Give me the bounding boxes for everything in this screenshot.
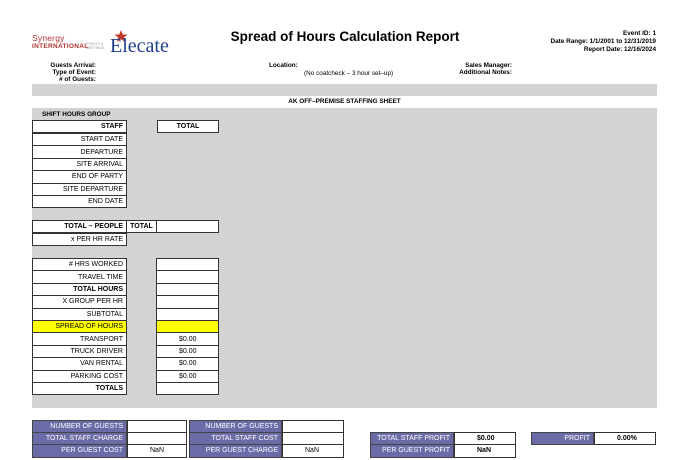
- schedule-row-label: SITE DEPARTURE: [32, 183, 127, 196]
- summary-value[interactable]: [127, 432, 187, 445]
- shift-hours-group-heading: SHIFT HOURS GROUP: [42, 111, 111, 118]
- hour-row-label: TRANSPORT: [32, 332, 127, 345]
- hour-row-label: TRUCK DRIVER: [32, 345, 127, 358]
- hour-row-value[interactable]: $0.00: [156, 357, 219, 370]
- hour-row-value[interactable]: $0.00: [156, 332, 219, 345]
- summary-label: NUMBER OF GUESTS: [32, 420, 127, 433]
- num-guests-label: # of Guests:: [59, 76, 96, 83]
- sales-manager-label: Sales Manager:: [465, 62, 512, 69]
- company-logo: [32, 30, 169, 58]
- event-id: Event ID: 1: [622, 30, 656, 37]
- hour-row-value[interactable]: [156, 320, 219, 333]
- summary-label: TOTAL STAFF COST: [189, 432, 282, 445]
- hour-row-value[interactable]: [156, 308, 219, 321]
- summary-label: PER GUEST PROFIT: [370, 444, 454, 457]
- summary-value[interactable]: NaN: [454, 444, 516, 457]
- summary-value[interactable]: NaN: [127, 444, 187, 457]
- location-label: Location:: [269, 62, 298, 69]
- hour-row-value[interactable]: [156, 283, 219, 296]
- logo-tagline: EVENTS & MEETINGS: [86, 42, 105, 50]
- schedule-row-label: END DATE: [32, 195, 127, 208]
- summary-label: TOTAL STAFF CHARGE: [32, 432, 127, 445]
- summary-label: TOTAL STAFF PROFIT: [370, 432, 454, 445]
- staff-header: STAFF: [32, 120, 127, 133]
- summary-value[interactable]: [282, 432, 344, 445]
- hour-row-label: X GROUP PER HR: [32, 295, 127, 308]
- schedule-row-label: DEPARTURE: [32, 145, 127, 158]
- hour-row-label: SPREAD OF HOURS: [32, 320, 127, 333]
- hour-row-value[interactable]: [156, 295, 219, 308]
- hour-row-value[interactable]: [156, 258, 219, 271]
- guests-arrival-label: Guests Arrival:: [50, 62, 96, 69]
- hour-row-label: # HRS WORKED: [32, 258, 127, 271]
- schedule-row-label: START DATE: [32, 133, 127, 146]
- info-divider-band: [32, 84, 657, 96]
- summary-value[interactable]: 0.00%: [594, 432, 656, 445]
- hour-row-value[interactable]: [156, 270, 219, 283]
- logo-synergy-text: Synergy: [32, 33, 65, 43]
- summary-label: PER GUEST CHARGE: [189, 444, 282, 457]
- hour-row-label: VAN RENTAL: [32, 357, 127, 370]
- per-hr-rate-label: x PER HR RATE: [32, 233, 127, 246]
- sheet-heading: AK OFF–PREMISE STAFFING SHEET: [288, 98, 401, 105]
- hour-row-value[interactable]: $0.00: [156, 345, 219, 358]
- total-header: TOTAL: [157, 120, 219, 133]
- date-range: Date Range: 1/1/2001 to 12/31/2019: [550, 38, 656, 45]
- hour-row-value[interactable]: $0.00: [156, 370, 219, 383]
- hour-row-label: SUBTOTAL: [32, 308, 127, 321]
- hour-row-label: TOTAL HOURS: [32, 283, 127, 296]
- logo-international-text: INTERNATIONAL: [32, 43, 89, 50]
- type-of-event-label: Type of Event:: [52, 69, 96, 76]
- total-people-cell: TOTAL: [126, 220, 157, 233]
- logo-elevate-text: Elecate: [110, 35, 169, 57]
- summary-value[interactable]: $0.00: [454, 432, 516, 445]
- hour-row-label: TRAVEL TIME: [32, 270, 127, 283]
- schedule-row-label: SITE ARRIVAL: [32, 158, 127, 171]
- hour-row-label: TOTALS: [32, 382, 127, 395]
- summary-label: PER GUEST COST: [32, 444, 127, 457]
- summary-label: NUMBER OF GUESTS: [189, 420, 282, 433]
- hour-row-value[interactable]: [156, 382, 219, 395]
- total-people-label: TOTAL – PEOPLE: [32, 220, 127, 233]
- summary-value[interactable]: NaN: [282, 444, 344, 457]
- summary-label: PROFIT: [531, 432, 594, 445]
- hour-row-label: PARKING COST: [32, 370, 127, 383]
- additional-notes-label: Additional Notes:: [459, 69, 512, 76]
- schedule-row-label: END OF PARTY: [32, 170, 127, 183]
- report-title: Spread of Hours Calculation Report: [230, 29, 460, 44]
- total-people-value[interactable]: [156, 220, 219, 233]
- report-date: Report Date: 12/16/2024: [583, 46, 656, 53]
- location-note: (No coatcheck – 3 hour set–up): [304, 70, 394, 77]
